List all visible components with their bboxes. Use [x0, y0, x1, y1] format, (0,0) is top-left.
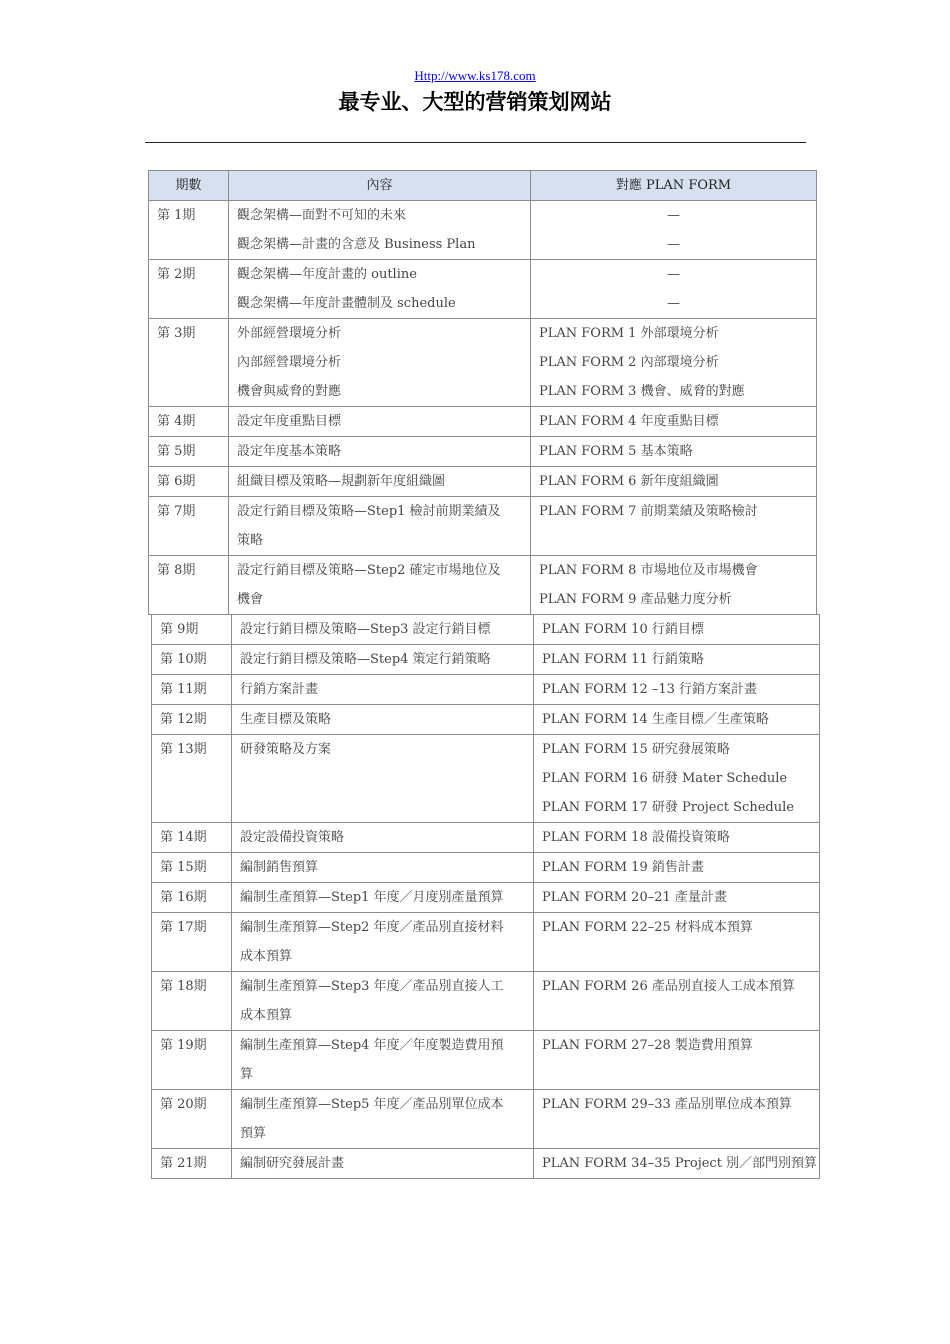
table-row: [152, 735, 820, 823]
content-line: 內部經營環境分析: [237, 355, 342, 370]
content-line: 編制生產預算—Step4 年度／年度製造費用預: [240, 1038, 504, 1053]
content-cell: [232, 1031, 534, 1090]
table-row: [152, 913, 820, 972]
content-line: 機會與威脅的對應: [237, 384, 342, 399]
plan-form-cell: [534, 705, 820, 735]
plan-form-cell: [534, 735, 820, 823]
period-cell: 第 7期: [149, 497, 229, 556]
plan-form-cell: [534, 675, 820, 705]
plan-form-cell: [534, 823, 820, 853]
content-cell: [229, 467, 531, 497]
plan-form-line: PLAN FORM 34–35 Project 別／部門別預算: [542, 1156, 818, 1171]
content-line: 編制銷售預算: [240, 860, 319, 875]
content-cell: [229, 407, 531, 437]
plan-form-cell: [534, 1149, 820, 1179]
plan-form-cell: [531, 467, 817, 497]
plan-form-line: PLAN FORM 26 產品別直接人工成本預算: [542, 979, 795, 994]
content-line: 設定行銷目標及策略—Step2 確定市場地位及: [237, 563, 501, 578]
plan-form-line: —: [667, 296, 680, 311]
table-row: [152, 675, 820, 705]
table-row: [152, 883, 820, 913]
content-cell: [229, 319, 531, 407]
content-line: 機會: [237, 592, 264, 607]
table-row: [152, 853, 820, 883]
plan-form-cell: [531, 437, 817, 467]
table-row: [149, 260, 817, 319]
plan-form-line: PLAN FORM 16 研發 Mater Schedule: [542, 771, 788, 786]
plan-form-cell: [531, 260, 817, 319]
content-line: 生產目標及策略: [240, 712, 332, 727]
plan-form-line: PLAN FORM 17 研發 Project Schedule: [542, 800, 794, 815]
table-row: [149, 556, 817, 615]
table-row: [149, 467, 817, 497]
content-line: 觀念架構—面對不可知的未來: [237, 208, 407, 223]
plan-table-1: [148, 170, 817, 615]
content-cell: [232, 615, 534, 645]
content-line: 成本預算: [240, 949, 293, 964]
period-cell: 第 17期: [152, 913, 232, 972]
content-cell: [232, 675, 534, 705]
content-cell: [232, 705, 534, 735]
content-line: 編制生產預算—Step1 年度／月度別產量預算: [240, 890, 504, 905]
content-line: 觀念架構—計畫的含意及 Business Plan: [237, 237, 476, 252]
plan-form-line: PLAN FORM 3 機會、威脅的對應: [539, 384, 745, 399]
plan-form-cell: [534, 615, 820, 645]
period-cell: 第 11期: [152, 675, 232, 705]
content-cell: [229, 437, 531, 467]
table-row: [152, 1031, 820, 1090]
page-title: 最专业、大型的营销策划网站: [338, 90, 612, 114]
plan-form-cell: [534, 913, 820, 972]
plan-form-line: PLAN FORM 4 年度重點目標: [539, 414, 719, 429]
content-line: 策略: [237, 533, 264, 548]
period-cell: 第 18期: [152, 972, 232, 1031]
content-line: 行銷方案計畫: [240, 682, 319, 697]
table-row: [149, 437, 817, 467]
content-cell: [232, 853, 534, 883]
plan-form-line: PLAN FORM 18 設備投資策略: [542, 830, 730, 845]
period-cell: 第 2期: [149, 260, 229, 319]
plan-form-line: PLAN FORM 1 外部環境分析: [539, 326, 719, 341]
period-cell: 第 3期: [149, 319, 229, 407]
content-line: 編制生產預算—Step3 年度／產品別直接人工: [240, 979, 504, 994]
table-row: [152, 615, 820, 645]
plan-form-cell: [534, 645, 820, 675]
content-line: 算: [240, 1067, 254, 1082]
plan-form-line: PLAN FORM 11 行銷策略: [542, 652, 704, 667]
site-link[interactable]: Http://www.ks178.com: [414, 68, 536, 83]
period-cell: 第 14期: [152, 823, 232, 853]
plan-form-line: PLAN FORM 7 前期業績及策略檢討: [539, 504, 758, 519]
period-cell: 第 6期: [149, 467, 229, 497]
column-header-period: 期數: [149, 171, 229, 201]
content-line: 研發策略及方案: [240, 742, 332, 757]
plan-form-cell: [531, 497, 817, 556]
plan-form-line: PLAN FORM 14 生產目標／生產策略: [542, 712, 769, 727]
content-line: 編制生產預算—Step2 年度／產品別直接材料: [240, 920, 504, 935]
content-line: 設定年度基本策略: [237, 444, 342, 459]
plan-form-line: PLAN FORM 27–28 製造費用預算: [542, 1038, 753, 1053]
content-line: 編制研究發展計畫: [240, 1156, 345, 1171]
plan-form-line: —: [667, 237, 680, 252]
plan-form-cell: [534, 1031, 820, 1090]
period-cell: 第 15期: [152, 853, 232, 883]
content-line: 設定設備投資策略: [240, 830, 345, 845]
content-line: 設定行銷目標及策略—Step3 設定行銷目標: [240, 622, 491, 637]
table-row: [149, 319, 817, 407]
content-cell: [232, 1090, 534, 1149]
plan-form-cell: [531, 407, 817, 437]
plan-form-cell: [531, 556, 817, 615]
period-cell: 第 1期: [149, 201, 229, 260]
table-row: [152, 1149, 820, 1179]
period-cell: 第 19期: [152, 1031, 232, 1090]
content-cell: [229, 201, 531, 260]
content-cell: [232, 913, 534, 972]
period-cell: 第 9期: [152, 615, 232, 645]
plan-form-line: PLAN FORM 5 基本策略: [539, 444, 693, 459]
plan-form-line: —: [667, 208, 680, 223]
content-cell: [229, 260, 531, 319]
table-row: [149, 497, 817, 556]
content-cell: [232, 972, 534, 1031]
period-cell: 第 10期: [152, 645, 232, 675]
header-divider: [145, 142, 806, 143]
table-header-row: [149, 171, 817, 201]
content-cell: [229, 497, 531, 556]
content-cell: [229, 556, 531, 615]
plan-form-line: PLAN FORM 9 產品魅力度分析: [539, 592, 732, 607]
table-row: [152, 1090, 820, 1149]
period-cell: 第 4期: [149, 407, 229, 437]
content-line: 成本預算: [240, 1008, 293, 1023]
plan-form-cell: [531, 319, 817, 407]
plan-form-line: PLAN FORM 8 市場地位及市場機會: [539, 563, 758, 578]
plan-form-cell: [531, 201, 817, 260]
plan-form-line: PLAN FORM 19 銷售計畫: [542, 860, 704, 875]
plan-form-cell: [534, 853, 820, 883]
plan-form-line: PLAN FORM 10 行銷目標: [542, 622, 704, 637]
plan-form-line: PLAN FORM 2 內部環境分析: [539, 355, 719, 370]
content-line: 觀念架構—年度計畫體制及 schedule: [237, 296, 456, 311]
column-header-plan-form: 對應 PLAN FORM: [531, 171, 817, 201]
content-line: 編制生產預算—Step5 年度／產品別單位成本: [240, 1097, 504, 1112]
content-line: 設定年度重點目標: [237, 414, 342, 429]
period-cell: 第 16期: [152, 883, 232, 913]
plan-form-line: PLAN FORM 6 新年度組織圖: [539, 474, 719, 489]
content-cell: [232, 645, 534, 675]
plan-form-line: —: [667, 267, 680, 282]
content-line: 觀念架構—年度計畫的 outline: [237, 267, 417, 282]
plan-form-line: PLAN FORM 15 研究發展策略: [542, 742, 730, 757]
period-cell: 第 21期: [152, 1149, 232, 1179]
period-cell: 第 8期: [149, 556, 229, 615]
plan-form-cell: [534, 1090, 820, 1149]
table-row: [152, 972, 820, 1031]
period-cell: 第 20期: [152, 1090, 232, 1149]
content-cell: [232, 1149, 534, 1179]
content-line: 設定行銷目標及策略—Step4 策定行銷策略: [240, 652, 491, 667]
content-line: 設定行銷目標及策略—Step1 檢討前期業績及: [237, 504, 501, 519]
table-row: [152, 645, 820, 675]
content-cell: [232, 735, 534, 823]
plan-form-line: PLAN FORM 29–33 產品別單位成本預算: [542, 1097, 792, 1112]
table-row: [149, 201, 817, 260]
table-body: [152, 615, 820, 1179]
content-cell: [232, 883, 534, 913]
plan-form-line: PLAN FORM 12 –13 行銷方案計畫: [542, 682, 758, 697]
column-header-content: 內容: [229, 171, 531, 201]
table-row: [149, 407, 817, 437]
plan-table-2: [151, 614, 820, 1179]
plan-form-cell: [534, 883, 820, 913]
content-line: 組織目標及策略—規劃新年度組織圖: [237, 474, 446, 489]
content-line: 預算: [240, 1126, 267, 1141]
plan-form-cell: [534, 972, 820, 1031]
table-body: [149, 201, 817, 615]
period-cell: 第 13期: [152, 735, 232, 823]
content-line: 外部經營環境分析: [237, 326, 342, 341]
plan-form-line: PLAN FORM 22–25 材料成本預算: [542, 920, 753, 935]
period-cell: 第 5期: [149, 437, 229, 467]
period-cell: 第 12期: [152, 705, 232, 735]
content-cell: [232, 823, 534, 853]
table-row: [152, 823, 820, 853]
table-row: [152, 705, 820, 735]
plan-form-line: PLAN FORM 20–21 產量計畫: [542, 890, 727, 905]
